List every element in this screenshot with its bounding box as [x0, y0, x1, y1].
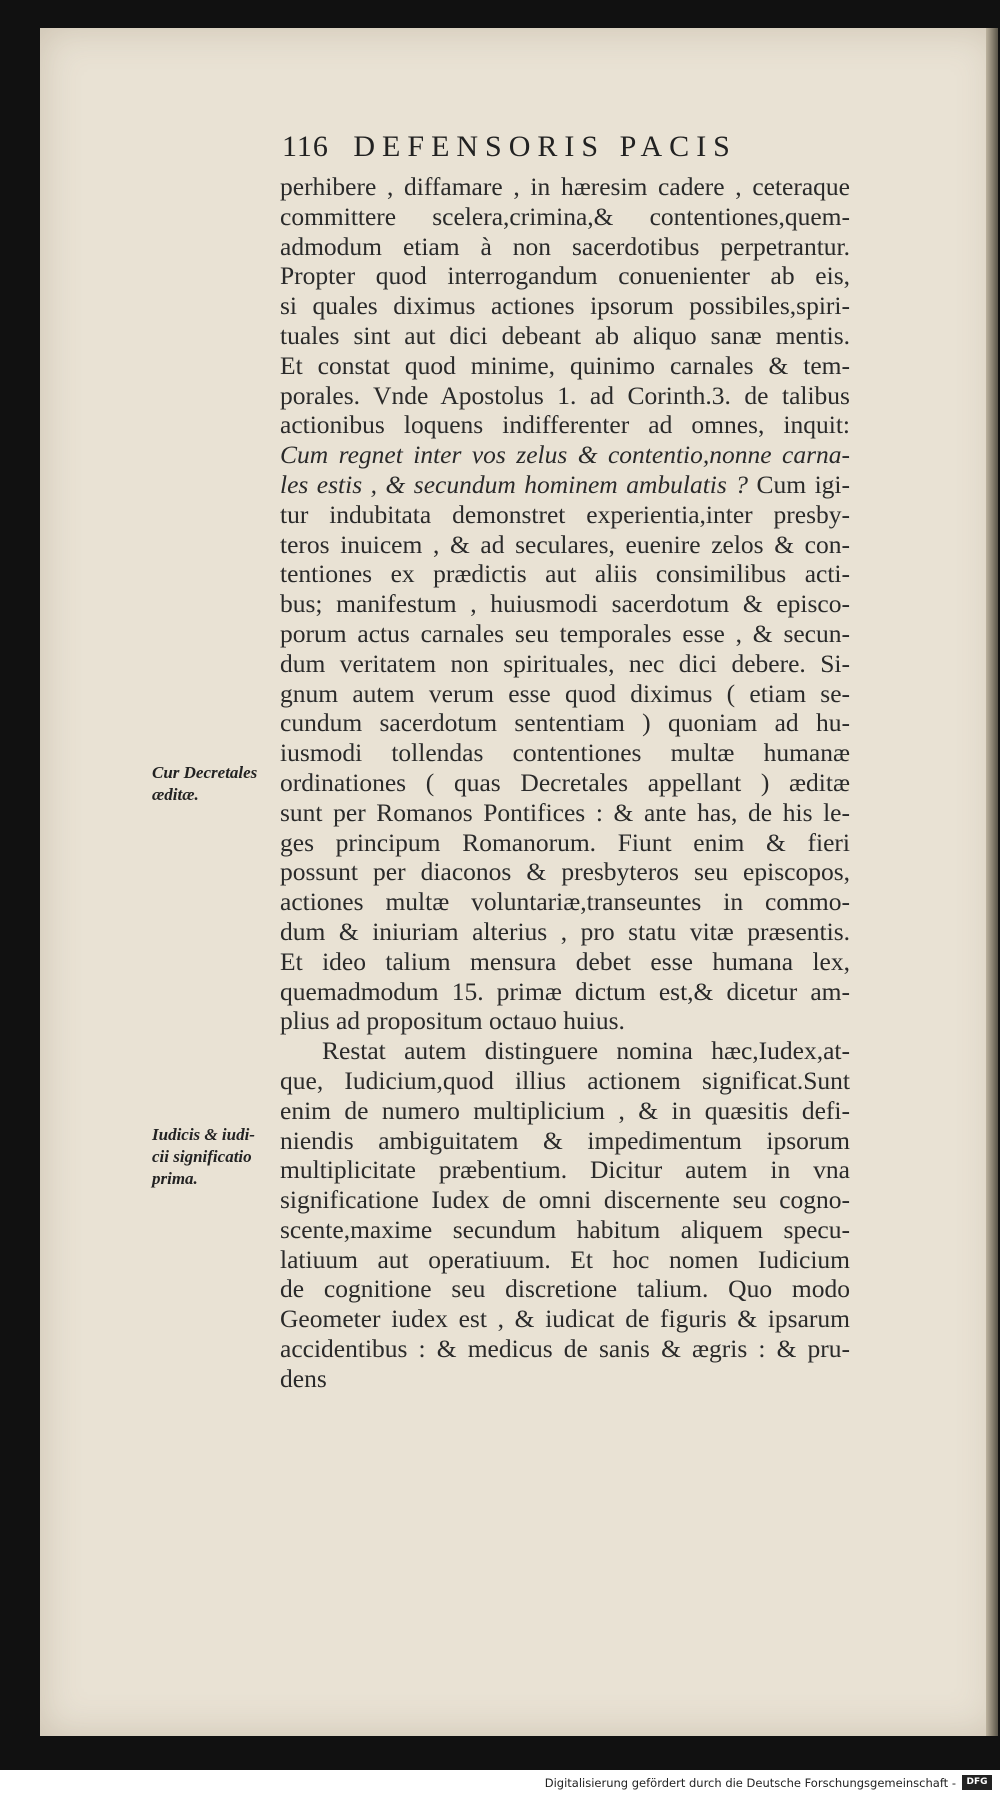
text-line: enim de numero multiplicium , & in quæsitis defi- [280, 1095, 850, 1125]
text-line: perhibere , diffamare , in hæresim cadere , ceteraque [280, 172, 850, 201]
page-number: 116 [282, 130, 329, 163]
text-line: quemadmodum 15. primæ dictum est,& dicetur am- [280, 976, 850, 1006]
text-line: teros inuicem , & ad seculares, euenire zelos & con- [280, 529, 850, 559]
text-line: Et ideo talium mensura debet esse humana lex, [280, 946, 850, 976]
running-title: DEFENSORIS PACIS [353, 130, 737, 163]
text-line: que, Iudicium,quod illius actionem significat.Sunt [280, 1065, 850, 1095]
text-line: porum actus carnales seu temporales esse , & secun- [280, 618, 850, 648]
footer-credit: Digitalisierung gefördert durch die Deutsche Forschungsgemeinschaft - [544, 1776, 956, 1790]
text-line: dens [280, 1363, 327, 1393]
text-line: tentiones ex prædictis aut aliis consimilibus acti- [280, 559, 850, 589]
page-gutter [986, 28, 998, 1736]
text-line: Restat autem distinguere nomina hæc,Iudex,at- [322, 1036, 850, 1066]
text-line: tuales sint aut dici debeant ab aliquo sanæ mentis. [280, 320, 850, 350]
text-line: Geometer iudex est , & iudicat de figuris & ipsarum [280, 1304, 850, 1334]
text-line: dum veritatem non spirituales, nec dici debere. Si- [280, 648, 850, 678]
text-line: scente,maxime secundum habitum aliquem specu- [280, 1214, 850, 1244]
text-line: de cognitione seu discretione talium. Quo modo [280, 1274, 850, 1304]
text-line: significatione Iudex de omni discernente seu cogno- [280, 1185, 850, 1215]
text-line: porales. Vnde Apostolus 1. ad Corinth.3. de talibus [280, 380, 850, 410]
text-line: dum & iniuriam alterius , pro statu vitæ præsentis. [280, 916, 850, 946]
text-line: si quales diximus actiones ipsorum possibiles,spiri- [280, 291, 850, 321]
margin-note-line: cii significatio [152, 1147, 252, 1166]
text-line: Et constat quod minime, quinimo carnales & tem- [280, 350, 850, 380]
running-header [282, 130, 802, 164]
text-line: iusmodi tollendas contentiones multæ humanæ [280, 738, 850, 768]
margin-note-decretales [152, 762, 292, 806]
margin-note-line: æditæ. [152, 785, 199, 804]
main-text-block [280, 172, 850, 1394]
margin-note-line: Cur Decretales [152, 763, 258, 782]
text-line: sunt per Romanos Pontifices : & ante has, de his le- [280, 797, 850, 827]
digitization-footer [0, 1770, 1000, 1800]
text-line: admodum etiam à non sacerdotibus perpetrantur. [280, 231, 850, 261]
margin-note-line: Iudicis & iudi- [152, 1125, 255, 1144]
text-line: multiplicitate præbentium. Dicitur autem in vna [280, 1155, 850, 1185]
text-line: cundum sacerdotum sententiam ) quoniam ad hu- [280, 708, 850, 738]
text-line: actiones multæ voluntariæ,transeuntes in commo- [280, 887, 850, 917]
text-line: latiuum aut operatiuum. Et hoc nomen Iudicium [280, 1244, 850, 1274]
margin-note-iudex [152, 1124, 292, 1190]
text-line: gnum autem verum esse quod diximus ( etiam se- [280, 678, 850, 708]
text-line: les estis , & secundum hominem ambulatis ? Cum igi- [280, 469, 850, 499]
margin-note-line: prima. [152, 1169, 198, 1188]
text-line: plius ad propositum octauo huius. [280, 1006, 625, 1036]
dfg-logo-icon: DFG [962, 1775, 992, 1790]
text-line: Propter quod interrogandum conuenienter ab eis, [280, 261, 850, 291]
text-line: ges principum Romanorum. Fiunt enim & fieri [280, 827, 850, 857]
text-line: tur indubitata demonstret experientia,inter presby- [280, 499, 850, 529]
text-line: ordinationes ( quas Decretales appellant ) æditæ [280, 767, 850, 797]
text-line: bus; manifestum , huiusmodi sacerdotum & episco- [280, 589, 850, 619]
text-line: accidentibus : & medicus de sanis & ægris : & pru- [280, 1334, 850, 1364]
text-line: Cum regnet inter vos zelus & contentio,nonne carna- [280, 440, 850, 470]
text-line: niendis ambiguitatem & impedimentum ipsorum [280, 1125, 850, 1155]
text-line: actionibus loquens indifferenter ad omnes, inquit: [280, 410, 850, 440]
text-line: committere scelera,crimina,& contentiones,quem- [280, 201, 850, 231]
text-line: possunt per diaconos & presbyteros seu episcopos, [280, 857, 850, 887]
